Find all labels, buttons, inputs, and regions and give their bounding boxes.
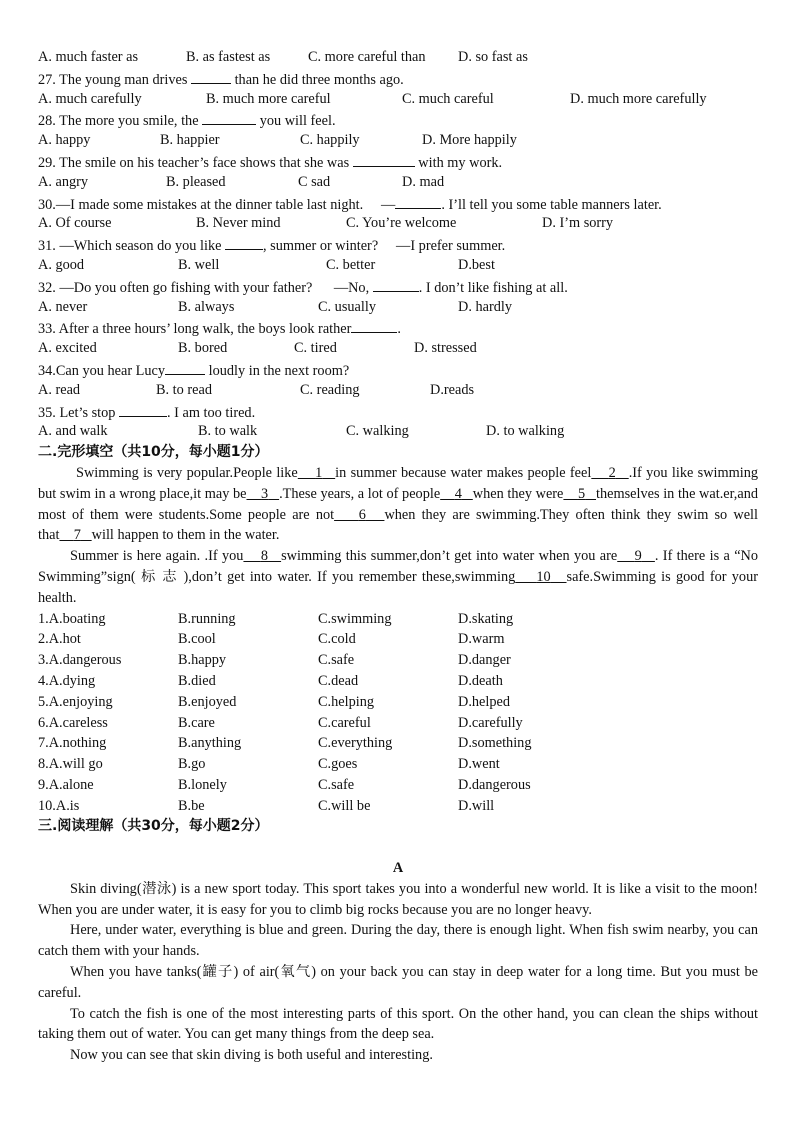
- option-b[interactable]: B.care: [178, 714, 215, 731]
- question-31: [38, 234, 758, 255]
- cloze-blank[interactable]: [246, 486, 279, 502]
- blank-number: 5: [577, 485, 586, 502]
- answer-blank[interactable]: [165, 359, 205, 375]
- option-b[interactable]: B. as fastest as: [186, 49, 271, 65]
- passage-paragraph: Now you can see that skin diving is both useful and interesting.: [70, 1047, 433, 1064]
- blank-number: 7: [73, 527, 81, 544]
- option-d[interactable]: D.best: [458, 256, 495, 273]
- option-b[interactable]: B.died: [178, 672, 216, 689]
- cloze-options-row: [38, 796, 758, 817]
- question-32: [38, 276, 758, 297]
- question-27: [38, 68, 758, 89]
- section-title-cloze: 二.完形填空（共10分，每小题1分）: [38, 444, 269, 461]
- cloze-options-row: [38, 650, 758, 671]
- cloze-options-row: [38, 733, 758, 754]
- answer-blank[interactable]: [395, 193, 441, 209]
- option-c[interactable]: C.will be: [318, 797, 371, 814]
- cloze-options-row: [38, 775, 758, 796]
- option-a[interactable]: 7.A.nothing: [38, 735, 107, 752]
- cloze-text: themselves in the wat.er,and most of them were students.Some people are not: [38, 485, 759, 523]
- option-a[interactable]: 5.A.enjoying: [38, 693, 113, 710]
- passage-title: A: [392, 860, 404, 877]
- option-b[interactable]: B. to walk: [198, 423, 258, 440]
- option-d[interactable]: D. so fast as: [458, 49, 528, 65]
- option-a[interactable]: 6.A.careless: [38, 714, 108, 731]
- blank-number: 1: [315, 464, 323, 481]
- question-29: [38, 151, 758, 172]
- option-a[interactable]: A. excited: [38, 340, 97, 357]
- option-b[interactable]: B. much more careful: [206, 90, 331, 107]
- question-text: 28. The more you smile, the: [38, 113, 203, 130]
- option-a[interactable]: 3.A.dangerous: [38, 652, 122, 669]
- option-d[interactable]: D.danger: [458, 652, 511, 669]
- blank-number: 9: [634, 548, 642, 565]
- question-text: .: [397, 321, 401, 338]
- question-text: 31. —Which season do you like: [38, 238, 226, 255]
- question-text: . I’ll tell you some table manners later.: [441, 196, 662, 213]
- option-a[interactable]: 9.A.alone: [38, 776, 94, 793]
- option-d[interactable]: D.reads: [430, 381, 475, 398]
- blank-number: 8: [260, 548, 269, 565]
- question-text: 32. —Do you often go fishing with your father? —No,: [38, 279, 373, 296]
- option-d[interactable]: D.carefully: [458, 714, 523, 731]
- option-c[interactable]: C.helping: [318, 693, 374, 710]
- answer-blank[interactable]: [351, 317, 397, 333]
- option-d[interactable]: D.went: [458, 756, 500, 773]
- question-text: . I am too tired.: [167, 404, 256, 421]
- cloze-blank[interactable]: [334, 507, 384, 523]
- passage-paragraph: Here, under water, everything is blue and green. During the day, there is enough light. When fish swim nearby, you can catch them with your hands.: [38, 922, 758, 960]
- cloze-text: . If there is a “No Swimming”sign( 标 志 ),don’t get into water. If you remember these,swimming: [38, 548, 759, 585]
- option-d[interactable]: D. stressed: [414, 340, 477, 357]
- cloze-options-row: [38, 692, 758, 713]
- q30-options: [38, 213, 758, 234]
- cloze-text: safe.Swimming is good for your health.: [38, 568, 758, 606]
- cloze-options-row: [38, 609, 758, 630]
- cloze-paragraph-2: [38, 546, 758, 608]
- section-title-reading: 三.阅读理解（共30分，每小题2分）: [38, 818, 269, 835]
- option-b[interactable]: B. to read: [156, 381, 212, 398]
- q32-options: [38, 297, 758, 318]
- option-a[interactable]: A. Of course: [38, 215, 112, 232]
- question-28: [38, 109, 758, 130]
- cloze-paragraph-1: [38, 463, 758, 546]
- option-d[interactable]: D.helped: [458, 693, 511, 710]
- cloze-text: when they were: [472, 485, 564, 502]
- option-c[interactable]: C. walking: [346, 423, 409, 440]
- option-c[interactable]: C.goes: [318, 756, 358, 773]
- answer-blank[interactable]: [202, 109, 256, 125]
- option-a[interactable]: A. angry: [38, 173, 89, 190]
- option-c[interactable]: C. tired: [294, 340, 337, 357]
- option-c[interactable]: C. You’re welcome: [346, 215, 457, 232]
- option-a[interactable]: A. much faster as: [38, 49, 139, 65]
- option-c[interactable]: C.cold: [318, 631, 356, 648]
- option-d[interactable]: D.skating: [458, 610, 514, 627]
- option-d[interactable]: D.something: [458, 735, 532, 752]
- q26-options: [38, 47, 758, 68]
- option-c[interactable]: C.safe: [318, 776, 355, 793]
- option-b[interactable]: B. always: [178, 298, 235, 315]
- cloze-text: in summer because water makes people feel: [335, 464, 592, 481]
- option-b[interactable]: B. well: [178, 256, 220, 273]
- answer-blank[interactable]: [225, 234, 263, 250]
- option-d[interactable]: D. hardly: [458, 298, 512, 315]
- cloze-text: .If you like swimming but swim in a wrong place,it may be: [38, 464, 759, 502]
- cloze-blank[interactable]: [59, 527, 91, 543]
- cloze-options-row: [38, 629, 758, 650]
- question-text: 27. The young man drives: [38, 71, 192, 88]
- question-text: you will feel.: [256, 113, 336, 130]
- question-text: 34.Can you hear Lucy: [38, 362, 166, 379]
- option-b[interactable]: B.happy: [178, 652, 227, 669]
- q28-options: [38, 130, 758, 151]
- option-d[interactable]: D. much more carefully: [570, 90, 707, 107]
- passage-paragraph: When you have tanks(罐子) of air(氧气) on your back you can stay in deep water for a long time. But you must be careful.: [38, 964, 758, 1001]
- question-35: [38, 401, 758, 422]
- option-c[interactable]: C. happily: [300, 132, 360, 149]
- question-text: than he did three months ago.: [231, 71, 404, 88]
- question-text: 30.—I made some mistakes at the dinner table last night. —: [38, 196, 396, 213]
- option-c[interactable]: C.everything: [318, 735, 393, 752]
- question-30: [38, 193, 758, 214]
- question-33: [38, 317, 758, 338]
- question-text: 33. After a three hours’ long walk, the boys look rather: [38, 321, 352, 338]
- option-a[interactable]: A. never: [38, 298, 88, 315]
- cloze-blank[interactable]: [617, 548, 655, 564]
- option-b[interactable]: B.anything: [178, 735, 242, 752]
- option-d[interactable]: D. mad: [402, 173, 445, 190]
- option-d[interactable]: D.warm: [458, 631, 505, 648]
- q29-options: [38, 172, 758, 193]
- option-a[interactable]: A. and walk: [38, 423, 108, 440]
- option-a[interactable]: A. happy: [38, 132, 91, 149]
- spacer: [38, 837, 758, 858]
- option-a[interactable]: 1.A.boating: [38, 610, 106, 627]
- q34-options: [38, 380, 758, 401]
- cloze-blank[interactable]: [591, 465, 628, 481]
- option-d[interactable]: D. More happily: [422, 132, 517, 149]
- question-text: 29. The smile on his teacher’s face shows that she was: [38, 154, 353, 171]
- option-b[interactable]: B.running: [178, 610, 236, 627]
- answer-blank[interactable]: [191, 68, 231, 84]
- question-text: with my work.: [414, 154, 503, 171]
- option-a[interactable]: A. read: [38, 381, 81, 398]
- option-b[interactable]: B.cool: [178, 631, 216, 648]
- question-text: . I don’t like fishing at all.: [418, 279, 568, 296]
- option-c[interactable]: C.safe: [318, 652, 355, 669]
- blank-number: 4: [454, 485, 462, 502]
- option-b[interactable]: B. happier: [160, 132, 220, 149]
- answer-blank[interactable]: [373, 276, 419, 292]
- blank-number: 3: [261, 485, 269, 502]
- option-c[interactable]: C. more careful than: [308, 49, 426, 65]
- q33-options: [38, 338, 758, 359]
- cloze-text: .These years, a lot of people: [279, 485, 441, 502]
- question-text: 35. Let’s stop: [38, 404, 120, 421]
- answer-blank[interactable]: [119, 401, 167, 417]
- option-c[interactable]: C.dead: [318, 672, 359, 689]
- option-c[interactable]: C sad: [298, 173, 331, 190]
- cloze-text: swimming this summer,don’t get into water when you are: [281, 548, 618, 565]
- passage-paragraph: Skin diving(潜泳) is a new sport today. This sport takes you into a wonderful new world. It is like a visit to the moon! When you are under water, it is easy for you to climb big rocks because you are no longer heavy.: [38, 880, 758, 918]
- cloze-blank[interactable]: [440, 486, 473, 502]
- q27-options: [38, 89, 758, 110]
- option-b[interactable]: B.lonely: [178, 776, 227, 793]
- cloze-text: Swimming is very popular.People like: [76, 464, 298, 481]
- option-c[interactable]: C.swimming: [318, 610, 392, 627]
- question-text: , summer or winter? —I prefer summer.: [263, 238, 506, 255]
- option-d[interactable]: D.dangerous: [458, 776, 531, 793]
- cloze-blank[interactable]: [243, 548, 281, 564]
- option-a[interactable]: A. much carefully: [38, 90, 142, 107]
- blank-number: 10: [536, 568, 551, 585]
- option-d[interactable]: D. I’m sorry: [542, 215, 614, 232]
- option-b[interactable]: B. bored: [178, 340, 228, 357]
- question-34: [38, 359, 758, 380]
- cloze-blank[interactable]: [515, 569, 566, 585]
- answer-blank[interactable]: [353, 151, 415, 167]
- option-c[interactable]: C. reading: [300, 381, 360, 398]
- option-c[interactable]: C. usually: [318, 298, 376, 315]
- option-d[interactable]: D. to walking: [486, 423, 565, 440]
- cloze-options-row: [38, 713, 758, 734]
- option-a[interactable]: 10.A.is: [38, 797, 80, 814]
- option-b[interactable]: B.go: [178, 756, 206, 773]
- cloze-blank[interactable]: [563, 486, 596, 502]
- question-text: loudly in the next room?: [205, 362, 350, 379]
- option-a[interactable]: A. good: [38, 256, 85, 273]
- cloze-options-grid: [38, 609, 758, 817]
- option-b[interactable]: B.enjoyed: [178, 693, 237, 710]
- blank-number: 2: [608, 464, 616, 481]
- option-a[interactable]: 2.A.hot: [38, 631, 81, 648]
- option-c[interactable]: C. better: [326, 256, 376, 273]
- option-c[interactable]: C.careful: [318, 714, 371, 731]
- option-b[interactable]: B. Never mind: [196, 215, 281, 232]
- cloze-text: will happen to them in the water.: [91, 527, 280, 544]
- cloze-text: when they are swimming.They often think they swim so well that: [38, 506, 758, 544]
- option-a[interactable]: 8.A.will go: [38, 756, 103, 773]
- cloze-text: Summer is here again. .If you: [70, 548, 244, 565]
- q35-options: [38, 421, 758, 442]
- cloze-options-row: [38, 754, 758, 775]
- option-a[interactable]: 4.A.dying: [38, 672, 96, 689]
- option-d[interactable]: D.death: [458, 672, 503, 689]
- passage-paragraph: To catch the fish is one of the most interesting parts of this sport. On the other hand, you can clean the ships without taking them out of water. You can get many things from the deep sea.: [38, 1005, 758, 1043]
- cloze-blank[interactable]: [298, 465, 335, 481]
- q31-options: [38, 255, 758, 276]
- option-c[interactable]: C. much careful: [402, 90, 494, 107]
- option-b[interactable]: B. pleased: [166, 173, 226, 190]
- cloze-options-row: [38, 671, 758, 692]
- blank-number: 6: [358, 506, 366, 523]
- option-b[interactable]: B.be: [178, 797, 205, 814]
- option-d[interactable]: D.will: [458, 797, 495, 814]
- exam-page: [38, 47, 758, 1066]
